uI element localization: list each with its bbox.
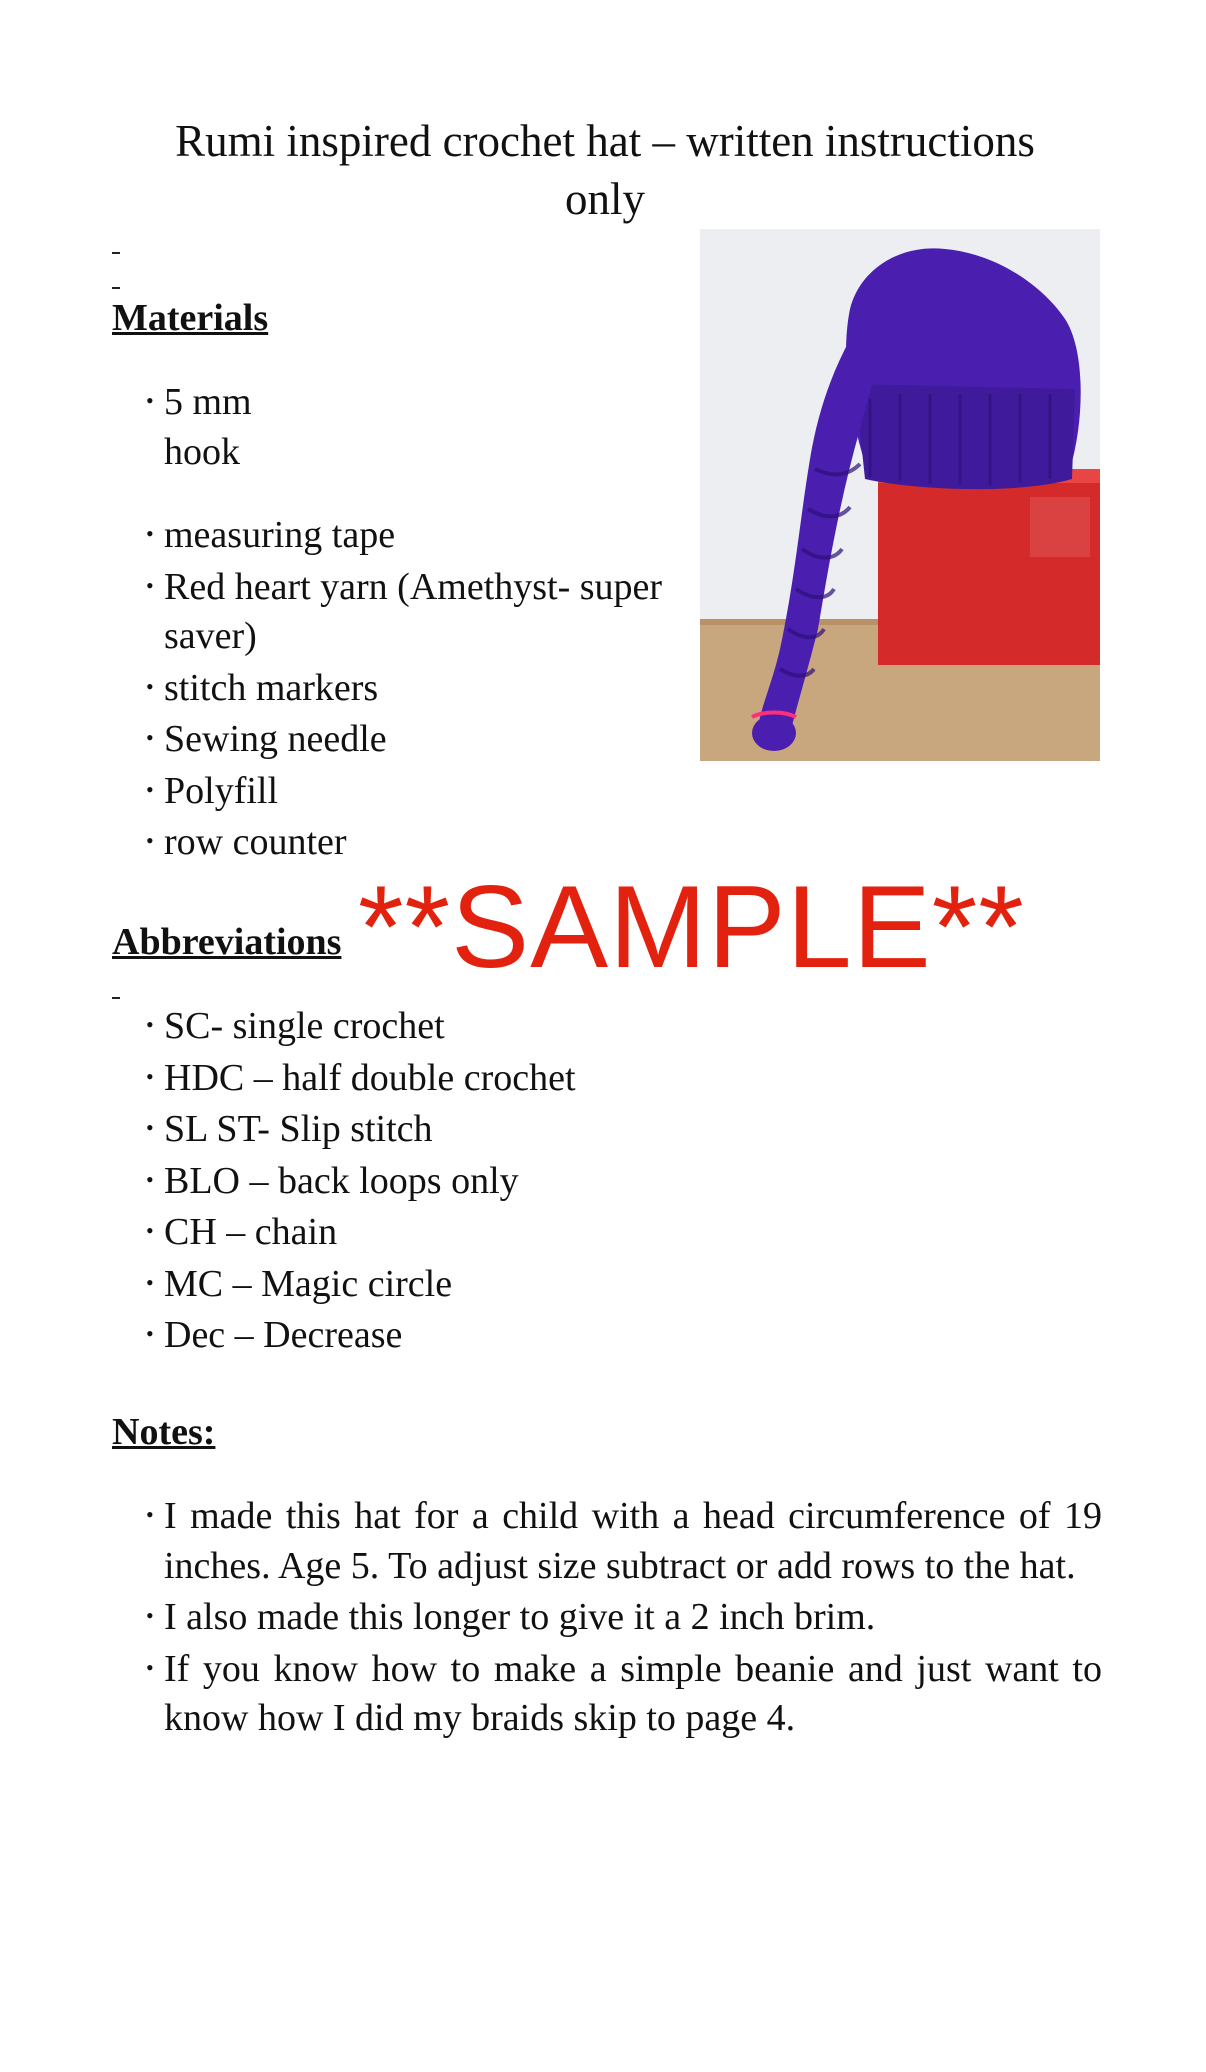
bullet-icon [146,509,164,561]
list-item: •measuring tape [112,509,632,561]
bullet-icon [146,1103,164,1155]
list-item: •Sewing needle [112,713,632,765]
list-item: •I made this hat for a child with a head circumference of 19 inches. Age 5. To adjust size subtract or add rows to the hat. [112,1490,1102,1591]
bullet-icon [146,1206,164,1258]
list-item: •Red heart yarn (Amethyst- super saver) [112,561,674,662]
bullet-icon [146,1309,164,1361]
notes-heading: Notes: [112,1411,216,1453]
bullet-icon [146,1591,164,1643]
abbreviations-heading: Abbreviations [112,921,342,963]
bullet-icon [146,376,164,428]
list-item: •If you know how to make a simple beanie and just want to know how I did my braids skip to page 4. [112,1643,1102,1744]
bullet-icon [146,816,164,868]
bullet-icon [146,765,164,817]
bullet-icon [146,561,164,613]
list-item: •Polyfill [112,765,632,817]
bullet-icon [146,1258,164,1310]
bullet-icon [146,662,164,714]
stray-mark [112,997,120,999]
notes-list [112,1490,1102,1744]
hat-brim [855,384,1075,489]
materials-list [112,376,663,868]
page-title: Rumi inspired crochet hat – written instructions only [175,116,1035,224]
list-item: •HDC – half double crochet [112,1052,812,1104]
materials-heading: Materials [112,297,269,339]
list-item: •MC – Magic circle [112,1258,812,1310]
list-item: •CH – chain [112,1206,812,1258]
bullet-icon [146,1000,164,1052]
list-item: •SC- single crochet [112,1000,812,1052]
list-item: •stitch markers [112,662,632,714]
list-item: •Dec – Decrease [112,1309,812,1361]
bullet-icon [146,713,164,765]
list-item: •BLO – back loops only [112,1155,812,1207]
bullet-icon [146,1643,164,1695]
list-item: •SL ST- Slip stitch [112,1103,812,1155]
list-item: •5 mm hook [112,376,314,477]
stray-mark [112,287,120,289]
sample-watermark: **SAMPLE** [358,861,1025,992]
braid-tip [752,715,796,751]
bullet-icon [146,1155,164,1207]
abbreviations-list [112,1000,812,1361]
stray-mark [112,252,120,254]
list-item: •I also made this longer to give it a 2 inch brim. [112,1591,1102,1643]
crochet-hat-photo [700,229,1100,761]
bullet-icon [146,1490,164,1542]
bullet-icon [146,1052,164,1104]
list-item: •row counter [112,816,632,868]
hat-illustration [700,229,1100,761]
